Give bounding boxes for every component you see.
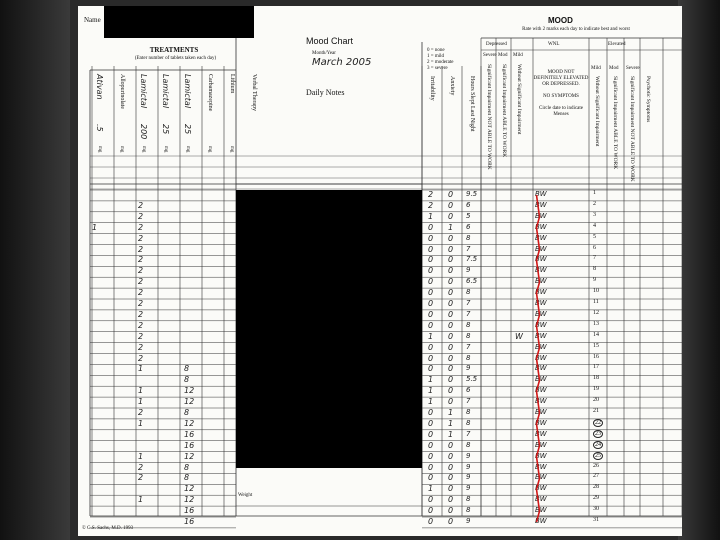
cell-irritability: 0 [428,473,434,483]
cell-irritability: 0 [428,266,434,276]
cell-irritability: 0 [428,408,434,417]
mood-mark: BW [535,484,547,493]
treatment-unit-5: mg [207,146,212,153]
cell-anxiety: 1 [448,429,454,439]
cell-l25a: 12 [184,397,195,407]
scale-item-0: 0 = none [427,48,445,53]
mood-mark: BW [535,462,547,471]
cell-sleep: 7 [466,397,471,406]
treatment-header-7: Verbal Therapy [251,74,257,112]
cell-irritability: 0 [428,233,434,243]
cell-sleep: 9 [466,451,471,460]
cell-l200: 1 [138,386,144,396]
day-number: 3 [593,211,596,218]
cell-l200: 1 [138,451,144,461]
cell-irritability: 0 [428,255,434,265]
cell-anxiety: 0 [448,331,454,341]
cell-l200: 2 [138,244,144,254]
symptom-header-0: Irritability [429,76,435,101]
cell-anxiety: 0 [448,233,454,243]
mood-mark: BW [535,451,547,460]
wnl-label: WNL [548,42,560,47]
day-number: 20 [593,397,599,404]
depressed-desc-1: Significant Impairment ABLE TO WORK [501,64,507,158]
day-number: 29 [593,495,599,502]
cell-l200: 2 [138,277,144,287]
mood-trend-line [537,195,540,522]
cell-sleep: 8 [466,418,471,427]
cell-sleep: 6 [466,386,471,395]
day-number: 4 [593,222,596,229]
treatment-header-3: Lamictal [161,74,170,109]
treatment-dose-0: .5 [95,124,104,132]
depressed-level-0: Severe [483,53,497,58]
mood-mark: BW [535,255,547,264]
mood-mark: BW [535,342,547,351]
cell-anxiety: 0 [448,244,454,254]
daily-notes-label: Daily Notes [306,88,345,97]
cell-sleep: 6.5 [466,277,478,286]
month-value: March 2005 [312,57,372,68]
day-number: 24 [595,441,601,448]
day-number: 30 [593,506,599,513]
day-number: 18 [593,375,599,382]
treatment-dose-2: 200 [139,124,148,140]
mood-mark: BW [535,408,547,416]
cell-irritability: 2 [428,190,434,199]
cell-l200: 2 [138,353,144,363]
treatment-unit-0: mg [97,146,102,153]
cell-irritability: 1 [428,386,434,396]
treatment-unit-3: mg [163,146,168,153]
elevated-level-2: Severe [626,66,640,71]
day-number: 16 [593,353,599,360]
cell-anxiety: 0 [448,517,454,526]
day-number: 5 [593,233,596,240]
cell-l200: 2 [138,266,144,276]
mood-side-note: W [515,331,523,341]
cell-l200: 2 [138,473,144,483]
cell-irritability: 1 [428,484,434,494]
wnl-line-0: MOOD NOT DEFINITELY ELEVATED OR DEPRESSED. [533,70,589,87]
cell-l200: 1 [138,418,144,428]
mood-mark: BW [535,353,547,362]
cell-anxiety: 0 [448,299,454,308]
cell-sleep: 9 [466,364,471,373]
cell-sleep: 8 [466,233,471,242]
mood-mark: BW [535,211,547,220]
cell-irritability: 0 [428,418,434,428]
day-number: 9 [593,277,596,284]
cell-irritability: 1 [428,375,434,385]
cell-irritability: 0 [428,517,434,526]
depressed-desc-2: Without Significant Impairment [516,64,522,135]
day-number: 7 [593,255,596,262]
cell-anxiety: 0 [448,473,454,483]
cell-anxiety: 0 [448,364,454,374]
cell-l200: 1 [138,364,144,374]
day-number: 28 [593,484,599,491]
mood-chart-sheet [78,6,682,536]
cell-sleep: 9 [466,484,471,493]
depressed-level-1: Mod [498,53,508,58]
treatment-header-6: Lithium [229,74,235,94]
cell-anxiety: 1 [448,222,454,232]
cell-anxiety: 1 [448,408,454,417]
cell-ativan: 1 [92,222,98,232]
day-number: 15 [593,342,599,349]
symptom-header-1: Anxiety [449,76,455,96]
cell-l200: 2 [138,288,144,298]
depressed-level-2: Mild [513,53,523,58]
mood-mark: BW [535,386,547,395]
mood-title: MOOD [548,16,573,25]
cell-l25a: 16 [184,429,195,439]
cell-l25a: 16 [184,517,195,526]
elevated-desc-1: Significant Impairment ABLE TO WORK [612,76,618,170]
day-number: 22 [595,419,601,426]
treatment-header-5: Carbamazepine [207,74,213,112]
mood-line-chart [78,6,682,536]
cell-sleep: 5 [466,211,471,220]
cell-l200: 2 [138,309,144,319]
cell-l200: 2 [138,211,144,221]
cell-anxiety: 1 [448,418,454,428]
cell-l200: 2 [138,299,144,308]
cell-irritability: 0 [428,342,434,352]
cell-l25a: 8 [184,473,190,483]
weight-label: Weight [238,493,253,498]
depressed-desc-0: Significant Impairment NOT ABLE TO WORK [486,64,492,170]
depressed-label: Depressed [486,42,507,47]
cell-sleep: 9 [466,462,471,471]
cell-l200: 2 [138,462,144,472]
cell-irritability: 0 [428,440,434,450]
mood-mark: BW [535,495,547,504]
cell-anxiety: 0 [448,190,454,199]
cell-sleep: 8 [466,288,471,297]
cell-l200: 2 [138,342,144,352]
day-number: 6 [593,244,596,251]
mood-mark: BW [535,440,547,449]
cell-anxiety: 0 [448,506,454,516]
cell-l25a: 12 [184,495,195,505]
day-number: 1 [593,190,596,196]
cell-irritability: 0 [428,353,434,363]
cell-irritability: 0 [428,299,434,308]
elevated-desc-0: Without Significant Impairment [594,76,600,147]
treatment-dose-4: 25 [183,124,192,135]
cell-irritability: 0 [428,309,434,319]
scale-item-2: 2 = moderate [427,60,454,65]
cell-irritability: 0 [428,288,434,298]
treatment-unit-4: mg [185,146,190,153]
cell-l25a: 12 [184,418,195,428]
cell-sleep: 8 [466,320,471,329]
cell-l200: 2 [138,331,144,341]
treatment-header-0: Ativan [95,74,104,100]
cell-l25a: 12 [184,484,195,494]
cell-anxiety: 0 [448,451,454,461]
treatment-unit-6: mg [229,146,234,153]
month-label: Month/Year [312,51,336,56]
wnl-line-2: Circle date to indicate Menses [538,106,583,117]
cell-anxiety: 0 [448,440,454,450]
treatment-header-1: Allopurinolate [119,74,125,109]
cell-irritability: 0 [428,462,434,472]
day-number: 25 [595,452,601,459]
day-number: 23 [595,430,601,437]
cell-sleep: 6 [466,200,471,209]
cell-l200: 2 [138,255,144,265]
mood-mark: BW [535,397,547,406]
treatment-dose-3: 25 [161,124,170,135]
scale-item-1: 1 = mild [427,54,444,59]
day-number: 19 [593,386,599,393]
treatment-unit-1: mg [119,146,124,153]
cell-irritability: 0 [428,506,434,516]
mood-mark: BW [535,364,547,373]
cell-sleep: 8 [466,440,471,449]
cell-sleep: 7 [466,244,471,253]
cell-irritability: 0 [428,222,434,232]
cell-sleep: 8 [466,353,471,362]
day-number: 17 [593,364,599,371]
cell-sleep: 7 [466,299,471,307]
cell-l25a: 12 [184,386,195,396]
cell-l25a: 8 [184,364,190,374]
cell-l25a: 8 [184,408,190,417]
cell-sleep: 9 [466,517,471,525]
cell-irritability: 1 [428,331,434,341]
elevated-desc-3: Psychotic Symptoms [645,76,651,123]
cell-irritability: 0 [428,277,434,287]
cell-irritability: 1 [428,211,434,221]
cell-l200: 1 [138,495,144,505]
cell-anxiety: 0 [448,309,454,319]
cell-l25a: 8 [184,375,190,385]
day-number: 14 [593,331,599,338]
wnl-line-1: NO SYMPTOMS [543,94,579,99]
cell-l25a: 12 [184,451,195,461]
name-label: Name [84,16,101,24]
cell-irritability: 2 [428,200,434,210]
mood-mark: BW [535,320,547,329]
cell-anxiety: 0 [448,484,454,494]
symptom-header-2: Hours Slept Last Night [469,76,475,132]
cell-l200: 2 [138,320,144,330]
cell-anxiety: 0 [448,320,454,330]
treatment-header-2: Lamictal [139,74,148,109]
cell-sleep: 9 [466,266,471,275]
day-number: 31 [593,517,599,523]
cell-irritability: 0 [428,429,434,439]
cell-l200: 2 [138,222,144,232]
elevated-level-1: Mod [609,66,619,71]
elevated-label: Elevated [608,42,626,47]
elevated-desc-2: Significant Impairment NOT ABLE TO WORK [629,76,635,182]
day-number: 12 [593,309,599,316]
cell-anxiety: 0 [448,462,454,472]
cell-sleep: 8 [466,408,471,416]
backdrop-right [678,0,720,540]
mood-mark: BW [535,418,547,427]
elevated-level-0: Mild [591,66,601,71]
cell-anxiety: 0 [448,277,454,287]
cell-irritability: 1 [428,397,434,407]
mood-mark: BW [535,244,547,253]
day-number: 11 [593,299,599,305]
cell-sleep: 8 [466,495,471,504]
mood-mark: BW [535,309,547,318]
cell-sleep: 9 [466,473,471,482]
cell-l25a: 16 [184,506,195,516]
mood-mark: BW [535,200,547,209]
cell-sleep: 9.5 [466,190,478,198]
treatment-header-4: Lamictal [183,74,192,109]
mood-mark: BW [535,266,547,275]
day-number: 27 [593,473,599,480]
treatment-unit-2: mg [141,146,146,153]
mood-mark: BW [535,506,547,515]
cell-anxiety: 0 [448,211,454,221]
cell-sleep: 7 [466,309,471,318]
mood-mark: BW [535,429,547,438]
backdrop-left [0,0,70,540]
mood-mark: BW [535,299,547,307]
cell-sleep: 5.5 [466,375,478,384]
cell-anxiety: 0 [448,200,454,210]
treatments-subtitle: (Enter number of tablets taken each day) [134,56,217,61]
cell-l200: 2 [138,233,144,243]
copyright: © G.S. Sachs, M.D. 1993 [82,526,134,531]
mood-mark: BW [535,233,547,242]
cell-irritability: 0 [428,451,434,461]
chart-title: Mood Chart [306,36,354,46]
day-number: 13 [593,320,599,327]
cell-anxiety: 0 [448,375,454,385]
cell-irritability: 0 [428,495,434,505]
day-number: 10 [593,288,599,295]
cell-l200: 2 [138,200,144,210]
cell-anxiety: 0 [448,288,454,298]
cell-sleep: 7.5 [466,255,478,264]
cell-sleep: 6 [466,222,471,231]
cell-anxiety: 0 [448,495,454,505]
mood-subtitle: Rate with 2 marks each day to indicate best and worst [522,27,630,32]
cell-irritability: 0 [428,244,434,254]
cell-sleep: 7 [466,429,471,438]
day-number: 2 [593,200,596,207]
day-number: 8 [593,266,596,273]
cell-l25a: 8 [184,462,190,472]
mood-mark: BW [535,222,547,231]
cell-anxiety: 0 [448,397,454,407]
scale-item-3: 3 = severe [427,66,448,71]
cell-irritability: 0 [428,364,434,374]
cell-anxiety: 0 [448,266,454,276]
cell-sleep: 8 [466,506,471,515]
cell-l25a: 16 [184,440,195,450]
mood-mark: BW [535,277,547,286]
mood-mark: BW [535,190,547,198]
cell-anxiety: 0 [448,342,454,352]
cell-anxiety: 0 [448,255,454,265]
mood-mark: BW [535,288,547,297]
cell-l200: 1 [138,397,144,407]
treatments-title: TREATMENTS [149,46,199,54]
mood-mark: BW [535,473,547,482]
cell-sleep: 7 [466,342,471,351]
cell-irritability: 0 [428,320,434,330]
cell-anxiety: 0 [448,353,454,363]
cell-l200: 2 [138,408,144,417]
day-number: 21 [593,408,599,414]
cell-sleep: 8 [466,331,471,340]
mood-mark: BW [535,331,547,340]
mood-mark: BW [535,375,547,384]
cell-anxiety: 0 [448,386,454,396]
day-number: 26 [593,462,599,469]
mood-mark: BW [535,517,547,525]
